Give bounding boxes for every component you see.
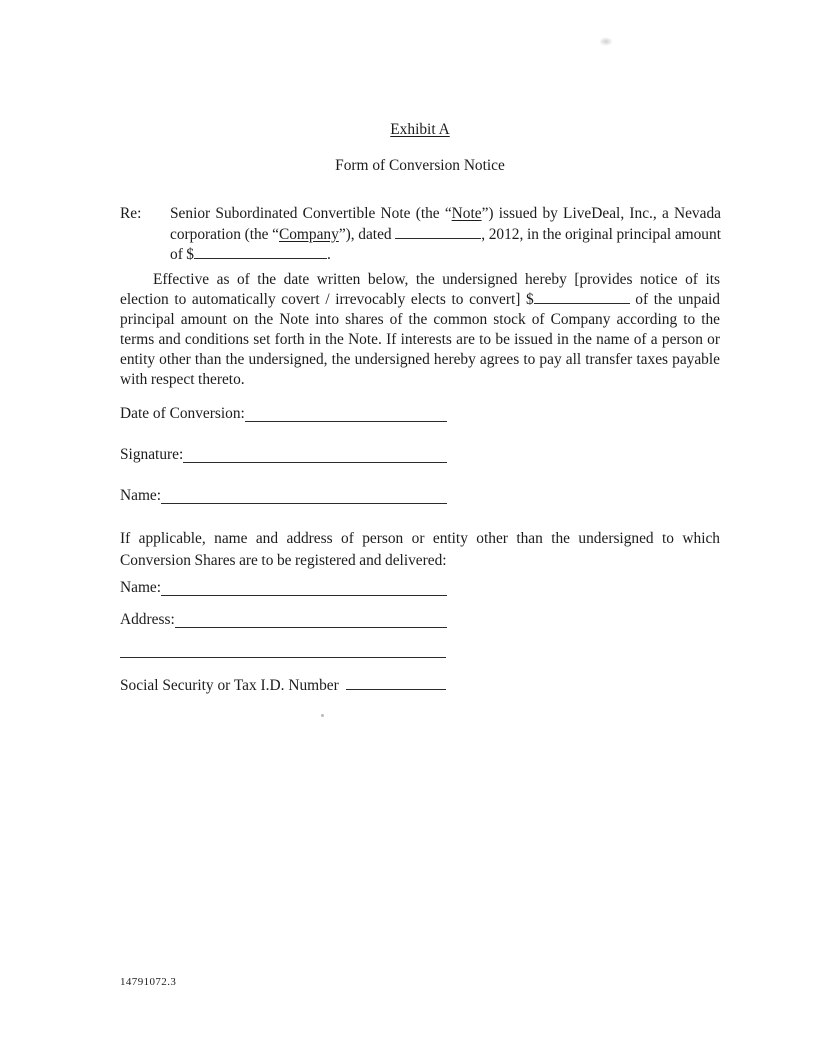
re-seg-after-date-blank: , 2012, in the original principal amount of $ [170,225,721,263]
registration-name-field [120,579,447,597]
name-label: Name: [120,487,162,504]
principal-amount-fill-in-blank [194,257,327,259]
registration-address-field [120,611,447,629]
registration-name-fill-line [161,579,447,596]
registration-name-label: Name: [120,579,162,596]
scan-speck-artifact [321,714,324,717]
re-seg-note-pre: Senior Subordinated Convertible Note (the “ [170,205,452,222]
name-field [120,487,447,505]
form-title: Form of Conversion Notice [335,157,505,174]
signature-fill-line [183,446,447,463]
re-seg-dated: ”), dated [338,225,396,243]
body-seg-post-amount: of the unpaid principal amount on the Note into shares of the common stock of Company according to the terms and conditions set forth in the Note. If interests are to be issued in the name of a person or entity other than the undersigned, the undersigned hereby agrees to pay all transfer taxes payable with respect thereto. [120,291,720,388]
ssn-field [120,677,720,695]
signature-field [120,446,447,464]
company-defined-term: Company [278,225,339,243]
note-defined-term: Note [451,205,482,222]
re-block [120,204,720,266]
body-paragraph [120,270,720,390]
date-fill-in-blank [395,237,481,239]
re-seg-period: . [326,246,331,263]
conversion-amount-fill-in-blank [534,302,630,304]
date-of-conversion-label: Date of Conversion: [120,405,245,422]
re-seg-between: ”) issued by LiveDeal, Inc., a Nevada corporation (the “ [170,205,721,243]
signature-label: Signature: [120,446,184,463]
registration-address-fill-line [175,611,447,628]
ssn-label: Social Security or Tax I.D. Number [120,677,339,694]
re-paragraph [170,204,721,266]
exhibit-title-text: Exhibit A [390,121,450,138]
ssn-fill-in-blank [346,688,446,690]
registration-address-label: Address: [120,611,175,628]
re-label: Re: [120,205,142,222]
date-of-conversion-field [120,405,447,423]
registration-intro-paragraph: If applicable, name and address of person or entity other than the undersigned to which Conversion Shares are to be registered and delivered: [120,530,720,569]
name-fill-line [161,487,447,504]
date-of-conversion-fill-line [245,405,447,422]
body-seg-pre-amount: Effective as of the date written below, the undersigned hereby [provides notice of its election to automatically covert / irrevocably elects to convert] $ [120,271,720,308]
exhibit-title [120,120,720,140]
scan-smudge-artifact [599,37,613,46]
address-continuation-fill-line [120,657,446,658]
document-control-number: 14791072.3 [120,976,177,988]
